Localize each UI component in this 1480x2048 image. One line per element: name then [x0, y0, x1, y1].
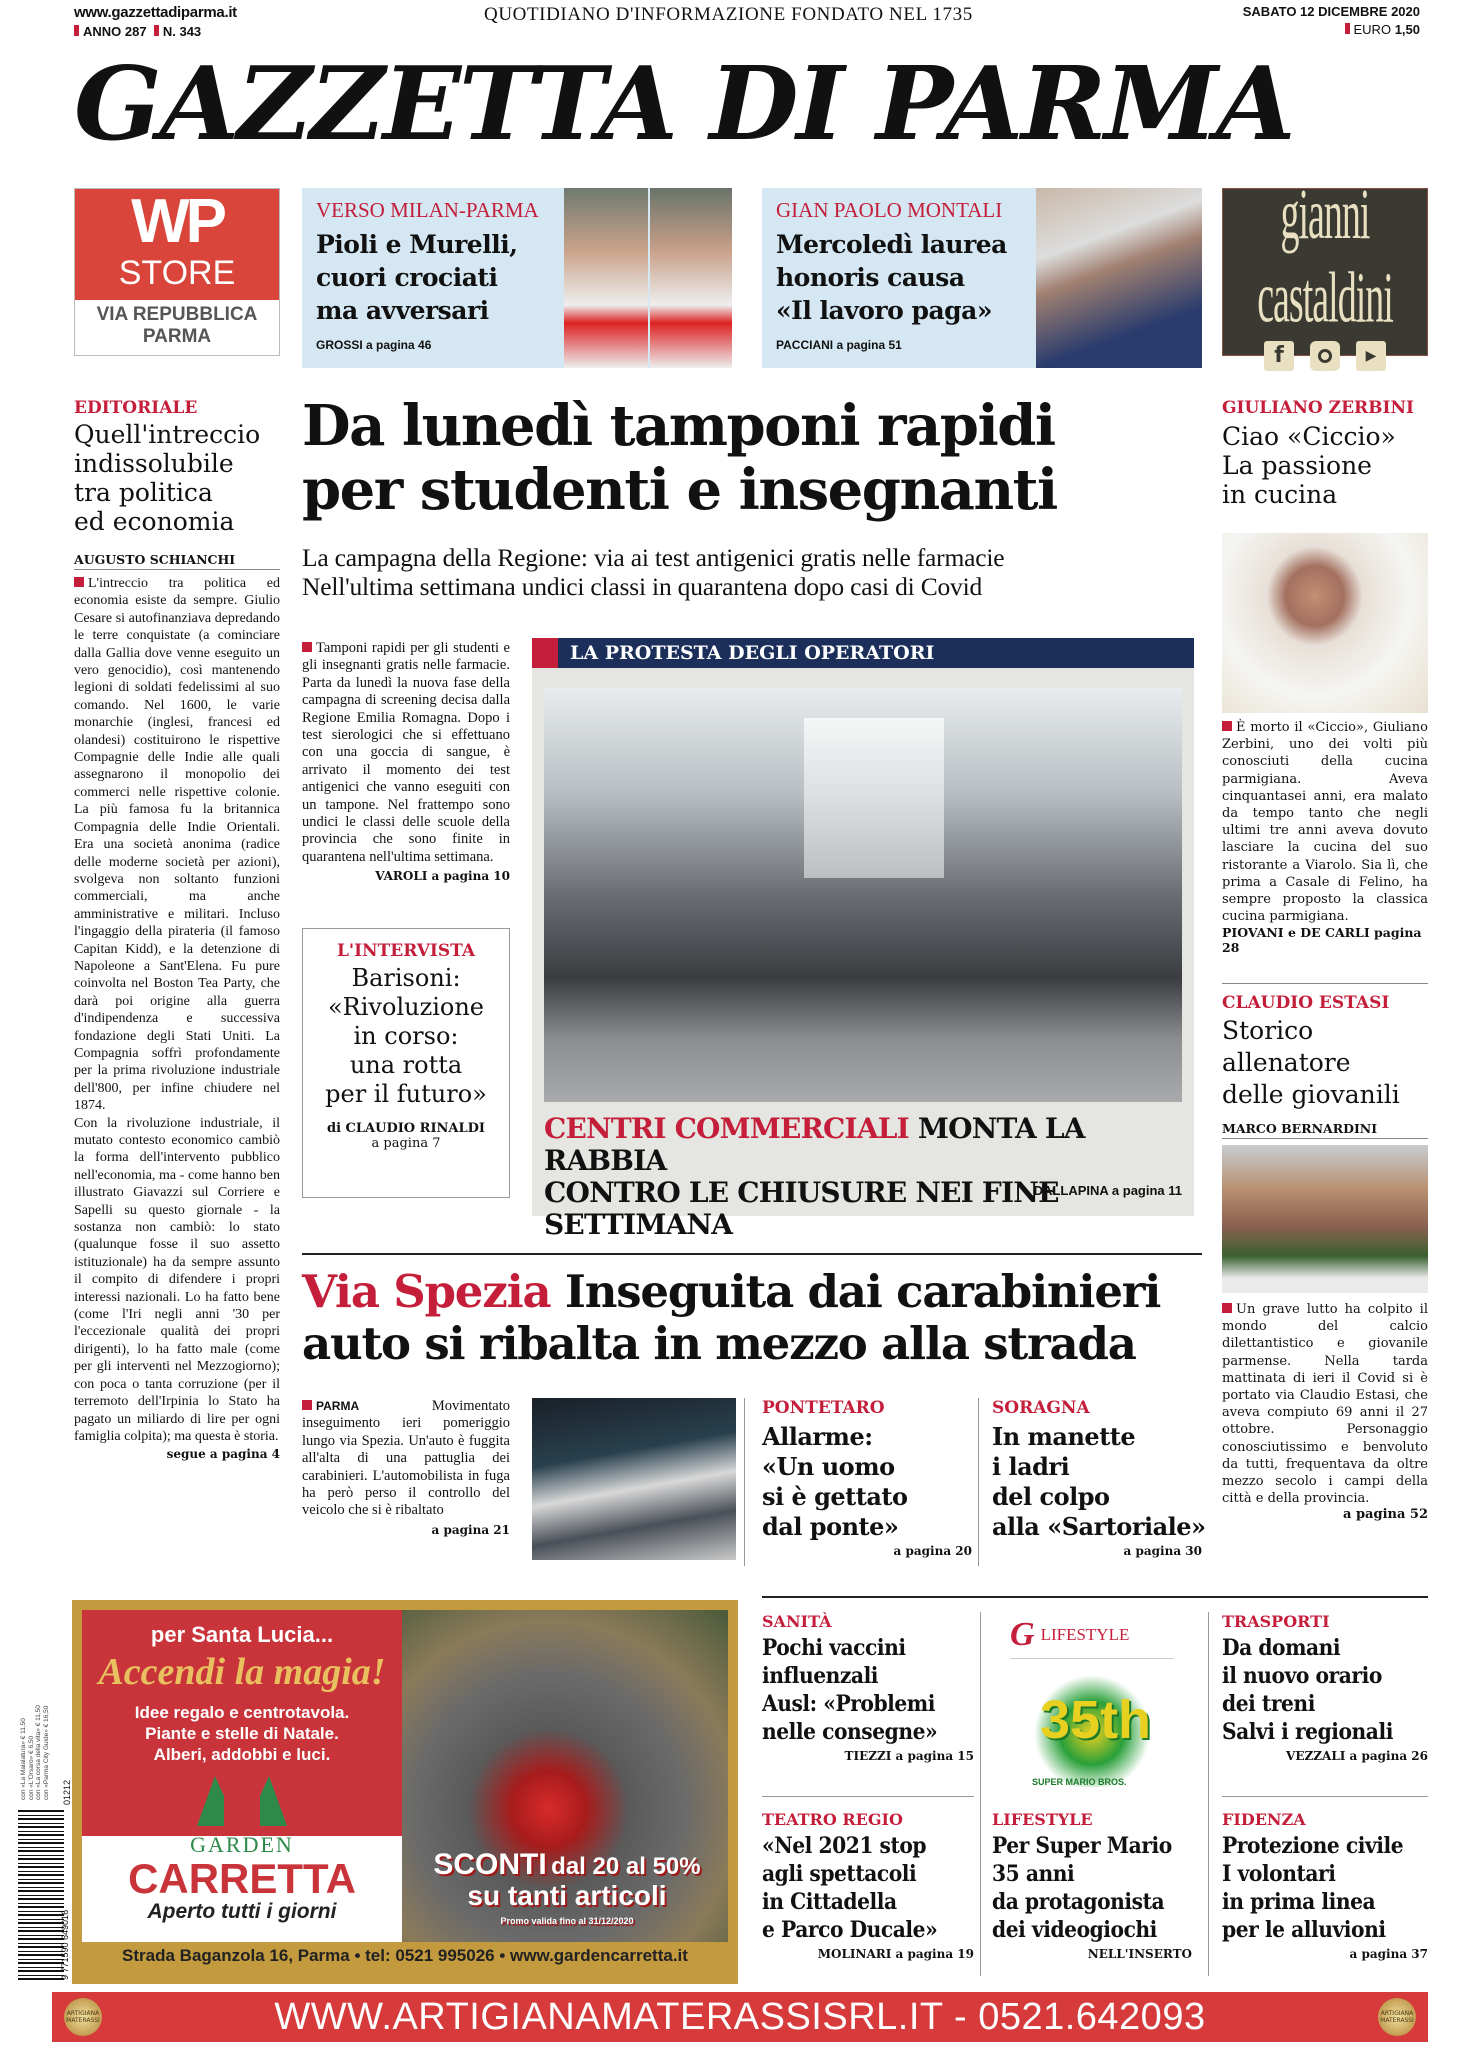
protesta-headline-line[interactable]: MONTA LA RABBIA: [544, 1112, 1085, 1177]
anno-value: 287: [124, 24, 147, 39]
barcode-area: [6, 1600, 70, 1990]
editoriale-body-p1: L'intreccio tra politica ed economia esiste da sempre. Giulio Cesare si autofinanziava depredando le terre conquistate (a cominciare dalla Gallia dove venne eseguito un vero genocidio), così mantenendo legioni di soldati fedelissimi al suo comando. Nel 1600, le varie monarchie (inglesi, francesi ed olandesi) costituirono le rispettive Compagnie delle Indie alle quali assegnarono il monopolio dei commerci nelle rispettive colonie. La più famosa fu la britannica Compagnia delle Indie Orientali. Era una società anonima (radice delle moderne società per azioni), svolgeva non soltanto funzioni commerciali, ma anche amministrative e militari. Incluso l'ingaggio della pirateria (il famoso Capitan Kidd), e la detenzione di Napoleone a Sant'Elena. Fu pure coinvolta nel Boston Tea Party, che darà poi origine alla guerra d'indipendenza e successiva fondazione degli Stati Uniti. La Compagnia soffrì profondamente per la prima rivoluzione industriale dell'800, per infine chiudere nel 1874.: [74, 576, 280, 1114]
brief-title-line: dei videogiochi: [992, 1917, 1157, 1943]
wp-logo: WP: [131, 187, 223, 256]
intervista-title-line: «Rivoluzione: [328, 993, 484, 1021]
teaser-milan-parma[interactable]: [302, 188, 732, 368]
brief-ref[interactable]: MOLINARI a pagina 19: [817, 1947, 974, 1961]
editoriale-title-line[interactable]: indissolubile: [74, 449, 234, 478]
carretta-brand: CARRETTA: [128, 1855, 356, 1902]
protesta-headline: [544, 1113, 1194, 1241]
brief-title-line: Per Super Mario: [992, 1833, 1172, 1859]
lead-subheadline: [302, 543, 1202, 601]
brief-ref[interactable]: NELL'INSERTO: [1087, 1947, 1192, 1961]
wp-store-address: [75, 300, 279, 348]
zerbini-title: [1222, 422, 1428, 509]
zerbini-title-line[interactable]: in cucina: [1222, 480, 1338, 509]
brief-title-line: per le alluvioni: [1222, 1917, 1386, 1943]
lifestyle-label: LIFESTYLE: [1040, 1625, 1130, 1644]
skylight: [804, 718, 944, 878]
divider: [980, 1612, 981, 1976]
carretta-promo: [412, 1848, 722, 1926]
editoriale-title-line[interactable]: ed economia: [74, 507, 235, 536]
teaser-title: [316, 228, 517, 327]
author-prefix: di: [326, 1121, 342, 1136]
carretta-slogan: Accendi la magia!: [98, 1651, 386, 1693]
intervista-box[interactable]: [302, 928, 510, 1198]
lead-article: [302, 640, 510, 883]
divider: [1222, 983, 1428, 984]
barcode-number: 9 771590 649016: [60, 1909, 70, 1980]
price-label: EURO: [1353, 22, 1392, 37]
editoriale-title-line[interactable]: Quell'intreccio: [74, 420, 261, 449]
zerbini-body-text: È morto il «Ciccio», Giuliano Zerbini, uno dei volti più conosciuti della cucina parmigiana. Aveva cinquantasei anni, era malato da tempo tanto che negli ultimi tre anni aveva dovuto lasciare la cucina del suo ristorante a Viarolo. Sia lì, che prima a Casale di Felino, ha sempre proposto la classica cucina parmigiana.: [1222, 720, 1428, 925]
lead-headline-line[interactable]: per studenti e insegnanti: [302, 457, 1057, 523]
super-mario-bros-label: SUPER MARIO BROS.: [1032, 1777, 1127, 1787]
carretta-footer[interactable]: Strada Baganzola 16, Parma • tel: 0521 995026 • www.gardencarretta.it: [122, 1946, 688, 1965]
band-accent: [532, 638, 558, 668]
materassi-badge-icon: ARTIGIANA MATERASSI: [64, 1998, 102, 2036]
teaser-title-line: cuori crociati: [316, 263, 498, 292]
teaser-title-line: honoris causa: [776, 263, 965, 292]
brief-title: [762, 1832, 957, 1944]
teaser-ref[interactable]: GROSSI a pagina 46: [316, 338, 432, 352]
protesta-ref[interactable]: DALLAPINA a pagina 11: [1033, 1183, 1182, 1198]
teaser-title-line: Mercoledì laurea: [776, 230, 1007, 259]
brief-lifestyle[interactable]: [992, 1810, 1204, 1961]
zerbini-title-line[interactable]: La passione: [1222, 451, 1372, 480]
carretta-photo: [402, 1610, 728, 1942]
lead-headline-line[interactable]: Da lunedì tamponi rapidi: [302, 393, 1055, 459]
brief-title-line: dal ponte»: [762, 1512, 899, 1541]
brief-kicker: SANITÀ: [762, 1612, 832, 1631]
zerbini-article: [1222, 398, 1428, 955]
editoriale-ref[interactable]: segue a pagina 4: [166, 1447, 280, 1462]
brief-title-line: Pochi vaccini: [762, 1635, 906, 1661]
photo-mall-protest: [544, 688, 1182, 1102]
facebook-icon[interactable]: f: [1264, 341, 1294, 371]
issue-info: [74, 24, 201, 39]
editoriale-author: AUGUSTO SCHIANCHI: [74, 552, 280, 570]
intervista-title: [303, 964, 509, 1109]
editoriale-title-line[interactable]: tra politica: [74, 478, 213, 507]
editoriale-kicker: EDITORIALE: [74, 398, 198, 418]
estasi-title: [1222, 1015, 1428, 1111]
barcode: [18, 1810, 64, 1980]
anno-label: ANNO: [83, 24, 122, 39]
lifestyle-logo: G: [1010, 1616, 1035, 1653]
numero-label: N.: [162, 24, 176, 39]
divider: [762, 1596, 1428, 1598]
lead-ref[interactable]: VAROLI a pagina 10: [375, 869, 510, 884]
brief-title-line: Allarme:: [762, 1422, 873, 1451]
instagram-icon[interactable]: [1310, 341, 1340, 371]
materassi-ad[interactable]: [52, 1992, 1428, 2042]
issue-code: 01212: [62, 1779, 72, 1805]
promo-sconti: SCONTI: [433, 1848, 547, 1881]
photo-car-crash: [532, 1398, 736, 1560]
editoriale-article: [74, 398, 280, 1461]
teaser-kicker: VERSO MILAN-PARMA: [316, 198, 539, 222]
spezia-article: [302, 1398, 510, 1537]
castaldini-brand: gianni castaldini: [1257, 175, 1393, 339]
protesta-block[interactable]: [532, 638, 1194, 1241]
intervista-title-line: una rotta: [349, 1051, 463, 1079]
spezia-headline-red[interactable]: Via Spezia: [302, 1265, 551, 1318]
teaser-kicker: GIAN PAOLO MONTALI: [776, 198, 1003, 222]
estasi-ref[interactable]: a pagina 52: [1343, 1507, 1428, 1523]
zerbini-ref[interactable]: PIOVANI e DE CARLI pagina 28: [1222, 925, 1422, 956]
offer-line: con «Parma City Guide» € 16,50: [42, 1705, 50, 1800]
spezia-headline-line[interactable]: auto si ribalta in mezzo alla strada: [302, 1317, 1136, 1370]
brief-title-line: In manette: [992, 1422, 1136, 1451]
materassi-badge-icon: ARTIGIANA MATERASSI: [1378, 1998, 1416, 2036]
editoriale-title: [74, 420, 280, 536]
wp-store-name: STORE: [118, 254, 236, 292]
spezia-dateline: PARMA: [316, 1399, 360, 1413]
editoriale-body-p2: Con la rivoluzione industriale, il mutato contesto economico cambiò la forma dell'intervento pubblico nell'economia, ma - come hanno ben illustrato Giavazzi sul Corriere e Sapelli su questo giornale - la sostanza non cambiò: lo stato (qualunque fosse il suo assetto istituzionale) ha da sempre assunto il compito di difendere i propri interessi nazionali. Lo ha fatto bene (come l'Iri negli anni '30 per l'eccezionale qualità dei propri dirigenti), lo ha fatto male (come per gli interventi nel Mezzogiorno); con poca o tanta corruzione (per il terremoto dell'Irpinia lo Stato ha pagato un miliardo di lire per ogni famiglia colpita); ma questa è storia.: [74, 1115, 280, 1444]
brief-soragna[interactable]: [992, 1398, 1206, 1558]
spezia-headline-line[interactable]: Inseguita dai carabinieri: [564, 1265, 1161, 1318]
price-value: 1,50: [1394, 22, 1420, 37]
youtube-icon[interactable]: ▶: [1356, 341, 1386, 371]
brief-title-line: in Cittadella: [762, 1889, 897, 1915]
brief-ref[interactable]: a pagina 37: [1349, 1947, 1428, 1961]
teaser-ref[interactable]: PACCIANI a pagina 51: [776, 338, 902, 352]
wp-store-ad[interactable]: [74, 188, 280, 356]
brief-title: [1222, 1634, 1412, 1746]
lead-body-text: Tamponi rapidi per gli studenti e gli insegnanti gratis nelle farmacie. Parta da lunedì la nuova fase della campagna di screening decisa dalla Regione Emilia Romagna. Dopo i test sierologici che si effettuano con una goccia di sangue, è arrivato il momento dei test antigenici che vanno eseguiti con un tampone. Nel frattempo sono undici le classi delle scuole della provincia che sono finite in quarantena nell'ultima settimana.: [302, 640, 510, 865]
zerbini-body: [1222, 719, 1428, 925]
brief-kicker: PONTETARO: [762, 1398, 885, 1418]
photo-estasi: [1222, 1145, 1428, 1293]
brief-title: [992, 1832, 1187, 1944]
estasi-body-text: Un grave lutto ha colpito il mondo del calcio dilettantistico e giovanile parmense. Nella tarda mattinata di ieri il Covid si è portato via Claudio Estasi, che aveva compiuto 69 anni il 27 ottobre. Personaggio conosciutissimo e benvoluto da tutti, frequentava da oltre mezzo secolo i campi della città e della provincia.: [1222, 1302, 1428, 1507]
brief-title-line: Protezione civile: [1222, 1833, 1404, 1859]
protesta-band-label: LA PROTESTA DEGLI OPERATORI: [558, 638, 1194, 668]
brief-trasporti[interactable]: [1222, 1612, 1428, 1763]
brief-kicker: SORAGNA: [992, 1398, 1090, 1418]
badge-35th: 35th: [1040, 1690, 1152, 1750]
carretta-brand-top: GARDEN: [190, 1832, 294, 1857]
teaser-title-line: «Il lavoro paga»: [776, 296, 992, 325]
brief-title-line: del colpo: [992, 1482, 1110, 1511]
protesta-headline-line[interactable]: CONTRO LE CHIUSURE NEI FINE SETTIMANA: [544, 1176, 1059, 1241]
super-mario-art: [1010, 1667, 1174, 1787]
promo-articoli: su tanti articoli: [467, 1880, 667, 1911]
author-name: CLAUDIO RINALDI: [345, 1121, 486, 1136]
divider: [762, 1796, 974, 1797]
brief-title: [992, 1422, 1206, 1542]
brief-title-line: Salvi i regionali: [1222, 1719, 1393, 1745]
zerbini-title-line[interactable]: Ciao «Ciccio»: [1222, 422, 1396, 451]
brief-ref[interactable]: TIEZZI a pagina 15: [844, 1749, 974, 1763]
offer-line: con «La Maialatura» € 11,50: [20, 1718, 27, 1800]
intervista-title-line: in corso:: [353, 1022, 459, 1050]
brief-kicker: FIDENZA: [1222, 1810, 1306, 1829]
brief-sanita[interactable]: [762, 1612, 974, 1763]
wp-store-address-line2: PARMA: [142, 326, 212, 347]
estasi-title-line[interactable]: delle giovanili: [1222, 1080, 1400, 1109]
numero-value: 343: [179, 24, 202, 39]
protesta-band: [532, 638, 1194, 668]
lead-body: [302, 640, 510, 866]
brief-title: [1222, 1832, 1412, 1944]
brief-pontetaro[interactable]: [762, 1398, 972, 1558]
estasi-title-line[interactable]: Storico: [1222, 1016, 1314, 1045]
brief-title-line: influenzali: [762, 1663, 879, 1689]
wp-store-address-line1: VIA REPUBBLICA: [96, 304, 258, 325]
spezia-headline: [302, 1266, 1202, 1370]
tagline: QUOTIDIANO D'INFORMAZIONE FONDATO NEL 1735: [484, 4, 973, 25]
brief-title-line: I volontari: [1222, 1861, 1336, 1887]
price: [1345, 22, 1421, 37]
website-url[interactable]: www.gazzettadiparma.it: [74, 4, 237, 21]
offer-line: con «L'Orsaro» € 6,50: [27, 1735, 35, 1800]
offer-line: con «La corsa della vita» € 11,50: [35, 1705, 42, 1800]
lead-subheadline-line: La campagna della Regione: via ai test antigenici gratis nelle farmacie: [302, 543, 1005, 572]
intervista-ref[interactable]: a pagina 7: [371, 1136, 441, 1151]
brief-ref[interactable]: VEZZALI a pagina 26: [1286, 1749, 1428, 1763]
zerbini-kicker: GIULIANO ZERBINI: [1222, 398, 1414, 418]
castaldini-social: [1223, 341, 1427, 371]
brief-kicker: TEATRO REGIO: [762, 1810, 903, 1829]
brief-title-line: e Parco Ducale»: [762, 1917, 938, 1943]
brief-title: [762, 1634, 957, 1746]
newspaper-title[interactable]: GAZZETTA DI PARMA: [74, 44, 1294, 164]
brief-kicker: TRASPORTI: [1222, 1612, 1330, 1631]
castaldini-ad[interactable]: [1222, 175, 1428, 368]
spezia-ref[interactable]: a pagina 21: [431, 1522, 510, 1537]
estasi-body: [1222, 1301, 1428, 1507]
teaser-title: [776, 228, 1007, 327]
carretta-desc-line: Idee regalo e centrotavola.: [134, 1703, 350, 1722]
carretta-desc: [82, 1702, 402, 1765]
lifestyle-cover-header: [1010, 1616, 1174, 1659]
brief-title-line: i ladri: [992, 1452, 1070, 1481]
brief-kicker: LIFESTYLE: [992, 1810, 1093, 1829]
supplement-offers: [20, 1705, 50, 1800]
brief-ref[interactable]: a pagina 20: [893, 1544, 972, 1558]
divider: [744, 1398, 745, 1566]
brief-title-line: Da domani: [1222, 1635, 1341, 1661]
wp-store-logo-area: [75, 189, 279, 300]
brief-title-line: nelle consegne»: [762, 1719, 938, 1745]
brief-title-line: si è gettato: [762, 1482, 908, 1511]
teaser-title-line: Pioli e Murelli,: [316, 230, 518, 259]
photo-pioli: [564, 188, 648, 368]
brief-title-line: «Un uomo: [762, 1452, 895, 1481]
brief-fidenza[interactable]: [1222, 1810, 1428, 1961]
photo-zerbini: [1222, 533, 1428, 713]
carretta-brand-panel: [82, 1832, 402, 1942]
lifestyle-cover[interactable]: [1010, 1616, 1174, 1786]
photo-montali: [1036, 188, 1202, 368]
intervista-title-line: Barisoni:: [351, 964, 461, 992]
carretta-line1: per Santa Lucia...: [150, 1622, 334, 1647]
brief-title-line: in prima linea: [1222, 1889, 1376, 1915]
estasi-article: [1222, 993, 1428, 1522]
editoriale-body: [74, 575, 280, 1115]
brief-title-line: «Nel 2021 stop: [762, 1833, 927, 1859]
brief-ref[interactable]: a pagina 30: [1123, 1544, 1202, 1558]
divider: [1208, 1612, 1209, 1976]
teaser-montali[interactable]: [762, 188, 1202, 368]
brief-title-line: il nuovo orario: [1222, 1663, 1382, 1689]
divider: [1222, 1796, 1428, 1797]
protesta-headline-red[interactable]: CENTRI COMMERCIALI: [544, 1112, 909, 1145]
estasi-kicker: CLAUDIO ESTASI: [1222, 993, 1390, 1013]
teaser-title-line: ma avversari: [316, 296, 489, 325]
brief-title-line: 35 anni: [992, 1861, 1075, 1887]
promo-note: Promo valida fino al 31/12/2020: [500, 1916, 634, 1926]
promo-range: dal 20 al 50%: [551, 1853, 701, 1880]
materassi-text: WWW.ARTIGIANAMATERASSISRL.IT - 0521.642093: [274, 1995, 1206, 2038]
carretta-desc-line: Alberi, addobbi e luci.: [153, 1745, 331, 1764]
intervista-author: [303, 1121, 509, 1136]
spezia-body: Movimentato inseguimento ieri pomeriggio lungo via Spezia. Un'auto è fuggita all'alta di una pattuglia dei carabinieri. L'automobilista in fuga ha però perso il controllo del veicolo che si è ribaltato: [302, 1398, 510, 1519]
brief-title-line: dei treni: [1222, 1691, 1315, 1717]
brief-title-line: agli spettacoli: [762, 1861, 917, 1887]
brief-title-line: alla «Sartoriale»: [992, 1512, 1206, 1541]
carretta-ad[interactable]: [72, 1600, 738, 1984]
divider: [978, 1398, 979, 1566]
divider: [302, 1253, 1202, 1255]
intervista-title-line: per il futuro»: [325, 1080, 487, 1108]
estasi-author: MARCO BERNARDINI: [1222, 1121, 1428, 1139]
carretta-desc-line: Piante e stelle di Natale.: [145, 1724, 339, 1743]
brief-title-line: da protagonista: [992, 1889, 1165, 1915]
brief-title: [762, 1422, 972, 1542]
brief-teatro-regio[interactable]: [762, 1810, 974, 1961]
lead-subheadline-line: Nell'ultima settimana undici classi in quarantena dopo casi di Covid: [302, 572, 983, 601]
issue-date: SABATO 12 DICEMBRE 2020: [1242, 4, 1420, 19]
estasi-title-line[interactable]: allenatore: [1222, 1048, 1351, 1077]
lead-headline: [302, 394, 1202, 522]
intervista-kicker: L'INTERVISTA: [336, 941, 476, 961]
photo-murelli: [650, 188, 732, 368]
carretta-open: Aperto tutti i giorni: [147, 1900, 337, 1923]
brief-title-line: Ausl: «Problemi: [762, 1691, 935, 1717]
